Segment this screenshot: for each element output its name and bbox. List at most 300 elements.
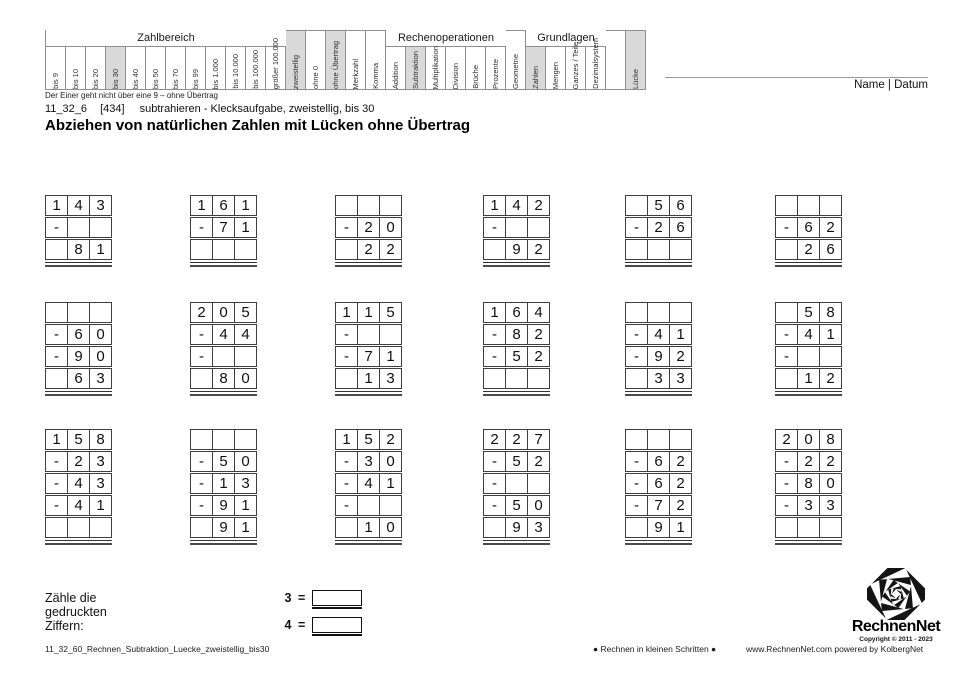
grid-row: [335, 324, 402, 345]
digit-cell: 1: [234, 217, 257, 238]
digit-cell: 2: [379, 239, 402, 260]
blank-cell[interactable]: [647, 239, 670, 260]
blank-cell[interactable]: [483, 239, 506, 260]
digit-cell: 1: [357, 302, 380, 323]
blank-cell[interactable]: [527, 368, 550, 389]
result-underline: [775, 391, 842, 396]
digit-cell: 8: [212, 368, 235, 389]
digit-cell: 3: [527, 517, 550, 538]
topic-group-grundlagen: [526, 30, 606, 90]
digit-cell: 6: [669, 195, 692, 216]
digit-cell: 0: [819, 473, 842, 494]
equals-sign: =: [298, 590, 306, 605]
topic-col-label: bis 70: [171, 68, 180, 89]
digit-cell: 5: [234, 302, 257, 323]
topic-col-label: bis 50: [151, 68, 160, 89]
blank-cell[interactable]: [625, 195, 648, 216]
blank-cell[interactable]: [357, 324, 380, 345]
digit-cell: 2: [819, 451, 842, 472]
digit-cell: 5: [379, 302, 402, 323]
operator-cell: -: [775, 324, 798, 345]
worksheet-id: 11_32_6: [45, 103, 88, 115]
grid-row: [190, 473, 257, 494]
blank-cell[interactable]: [797, 195, 820, 216]
topic-col-multiplikation: [426, 47, 446, 90]
grid-row: [190, 195, 257, 216]
digit-cell: 2: [775, 429, 798, 450]
topic-col-label: Division: [451, 62, 460, 89]
grid-row: [775, 302, 842, 323]
operator-cell: -: [483, 217, 506, 238]
blank-cell[interactable]: [625, 302, 648, 323]
operator-cell: -: [625, 217, 648, 238]
digit-cell: 5: [505, 495, 528, 516]
blank-cell[interactable]: [212, 346, 235, 367]
digit-cell: 6: [67, 324, 90, 345]
blank-cell[interactable]: [67, 217, 90, 238]
blank-cell[interactable]: [625, 239, 648, 260]
result-underline: [625, 391, 692, 396]
digit-cell: 3: [89, 195, 112, 216]
problem-grid: [335, 195, 402, 267]
blank-cell[interactable]: [797, 346, 820, 367]
problem-grid: [775, 195, 842, 267]
topic-col-label: Brüche: [471, 65, 480, 89]
digit-cell: 8: [797, 473, 820, 494]
digit-cell: 7: [212, 217, 235, 238]
topic-col-mengen: [546, 47, 566, 90]
digit-cell: 2: [669, 346, 692, 367]
blank-cell[interactable]: [669, 239, 692, 260]
problem-grid: [190, 429, 257, 545]
grid-row: [335, 473, 402, 494]
problem-grid: [775, 302, 842, 396]
result-underline: [335, 540, 402, 545]
blank-cell[interactable]: [669, 429, 692, 450]
logo-copyright: Copyright © 2011 - 2023: [859, 636, 933, 643]
blank-cell[interactable]: [379, 495, 402, 516]
grid-row: [335, 302, 402, 323]
footer-slogan: ● Rechnen in kleinen Schritten ●: [593, 644, 717, 654]
grid-row: [775, 517, 842, 538]
operator-cell: -: [625, 346, 648, 367]
blank-cell[interactable]: [45, 302, 68, 323]
blank-cell[interactable]: [775, 368, 798, 389]
blank-cell[interactable]: [67, 302, 90, 323]
digit-cell: 0: [234, 368, 257, 389]
blank-cell[interactable]: [505, 217, 528, 238]
blank-cell[interactable]: [234, 239, 257, 260]
digit-cell: 1: [669, 324, 692, 345]
result-underline: [625, 262, 692, 267]
grid-row: [45, 473, 112, 494]
blank-cell[interactable]: [483, 368, 506, 389]
digit-cell: 6: [647, 451, 670, 472]
grid-row: [45, 239, 112, 260]
digit-cell: 5: [505, 451, 528, 472]
blank-cell[interactable]: [647, 429, 670, 450]
blank-cell[interactable]: [67, 517, 90, 538]
operator-cell: -: [483, 324, 506, 345]
topic-col-label: Multiplikation: [431, 45, 440, 89]
blank-cell[interactable]: [335, 368, 358, 389]
grid-row: [483, 302, 550, 323]
topic-col-label: Merkzahl: [351, 58, 360, 89]
result-underline: [335, 391, 402, 396]
grid-row: [483, 346, 550, 367]
operator-cell: -: [190, 495, 213, 516]
operator-cell: -: [335, 346, 358, 367]
digit-cell: 1: [357, 368, 380, 389]
topic-col-blank: [606, 30, 626, 90]
digit-cell: 2: [797, 451, 820, 472]
result-underline: [335, 262, 402, 267]
result-underline: [190, 262, 257, 267]
digit-cell: 5: [797, 302, 820, 323]
digit-cell: 1: [45, 195, 68, 216]
count-input-4[interactable]: [312, 617, 362, 633]
grid-row: [775, 195, 842, 216]
digit-cell: 3: [669, 368, 692, 389]
grid-row: [483, 368, 550, 389]
grid-row: [775, 324, 842, 345]
blank-cell[interactable]: [775, 239, 798, 260]
topic-col-label: Prozente: [491, 58, 500, 89]
topic-col-label: bis 30: [111, 68, 120, 89]
count-input-3[interactable]: [312, 590, 362, 606]
grid-row: [775, 473, 842, 494]
problem-grid: [45, 195, 112, 267]
blank-cell[interactable]: [45, 368, 68, 389]
grid-row: [625, 429, 692, 450]
digit-cell: 2: [527, 195, 550, 216]
problem-grid: [190, 195, 257, 267]
blank-cell[interactable]: [89, 217, 112, 238]
blank-cell[interactable]: [819, 195, 842, 216]
grid-row: [335, 429, 402, 450]
blank-cell[interactable]: [234, 429, 257, 450]
grid-row: [625, 473, 692, 494]
digit-cell: 4: [505, 195, 528, 216]
blank-cell[interactable]: [483, 517, 506, 538]
digit-cell: 1: [483, 302, 506, 323]
result-underline: [775, 540, 842, 545]
count-task-rows: [283, 588, 362, 642]
digit-cell: 0: [797, 429, 820, 450]
digit-cell: 6: [67, 368, 90, 389]
problem-grid: [45, 429, 112, 545]
topic-col-label: bis 10.000: [231, 54, 240, 89]
problem-grid: [483, 195, 550, 267]
blank-cell[interactable]: [669, 302, 692, 323]
grid-row: [45, 346, 112, 367]
operator-cell: -: [45, 346, 68, 367]
digit-cell: 2: [669, 473, 692, 494]
digit-cell: 2: [669, 451, 692, 472]
blank-cell[interactable]: [45, 239, 68, 260]
blank-cell[interactable]: [625, 429, 648, 450]
digit-cell: 1: [89, 495, 112, 516]
digit-cell: 3: [647, 368, 670, 389]
digit-cell: 6: [819, 239, 842, 260]
grid-row: [625, 368, 692, 389]
digit-cell: 9: [67, 346, 90, 367]
operator-cell: -: [190, 217, 213, 238]
blank-cell[interactable]: [379, 324, 402, 345]
topic-col-bis-30: [106, 47, 126, 90]
topic-col-label: bis 1.000: [211, 58, 220, 89]
topic-col-label: Subtraktion: [411, 51, 420, 89]
digit-cell: 3: [797, 495, 820, 516]
blank-cell[interactable]: [190, 368, 213, 389]
topic-col-größer-100-000: [266, 37, 286, 90]
topic-col-label: Lücke: [631, 68, 640, 89]
grid-row: [45, 495, 112, 516]
topic-group-rechenoperationen: [386, 30, 506, 90]
digit-cell: 2: [379, 429, 402, 450]
topic-col-brüche: [466, 47, 486, 90]
digit-cell: 3: [89, 451, 112, 472]
count-task-label: Zähle die gedruckten Ziffern:: [45, 591, 107, 633]
operator-cell: -: [775, 217, 798, 238]
digit-cell: 1: [234, 495, 257, 516]
operator-cell: -: [625, 451, 648, 472]
digit-cell: 9: [212, 495, 235, 516]
blank-cell[interactable]: [45, 517, 68, 538]
operator-cell: -: [190, 324, 213, 345]
digit-cell: 5: [505, 346, 528, 367]
digit-cell: 2: [67, 451, 90, 472]
grid-row: [483, 495, 550, 516]
topic-col-bis-20: [86, 47, 106, 90]
digit-cell: 1: [212, 473, 235, 494]
rule-note: Der Einer geht nicht über eine 9 – ohne Übertrag: [45, 91, 218, 100]
topic-col-bis-99: [186, 47, 206, 90]
topic-col-bis-10: [66, 47, 86, 90]
grid-row: [625, 239, 692, 260]
grid-row: [775, 451, 842, 472]
grid-row: [190, 368, 257, 389]
grid-row: [190, 239, 257, 260]
blank-cell[interactable]: [212, 239, 235, 260]
operator-cell: -: [775, 451, 798, 472]
digit-cell: 4: [212, 324, 235, 345]
grid-row: [335, 368, 402, 389]
blank-cell[interactable]: [775, 302, 798, 323]
topic-col-label: bis 100.000: [251, 50, 260, 89]
grid-row: [45, 451, 112, 472]
topic-col-bis-1-000: [206, 47, 226, 90]
blank-cell[interactable]: [234, 346, 257, 367]
operator-cell: -: [483, 451, 506, 472]
grid-row: [775, 495, 842, 516]
grid-row: [483, 324, 550, 345]
digit-cell: 4: [67, 495, 90, 516]
digit-cell: 1: [190, 195, 213, 216]
operator-cell: -: [45, 217, 68, 238]
topic-group-zahlbereich: [46, 30, 286, 90]
digit-cell: 0: [212, 302, 235, 323]
digit-cell: 1: [335, 302, 358, 323]
topic-group-title: Rechenoperationen: [386, 30, 506, 47]
grid-row: [625, 346, 692, 367]
grid-row: [775, 368, 842, 389]
grid-row: [483, 473, 550, 494]
result-underline: [483, 262, 550, 267]
equals-sign: =: [298, 617, 306, 632]
blank-cell[interactable]: [89, 517, 112, 538]
digit-cell: 1: [234, 517, 257, 538]
topic-col-bis-9: [46, 47, 66, 90]
topic-col-label: Zahlen: [531, 66, 540, 89]
topic-col-division: [446, 47, 466, 90]
digit-cell: 9: [505, 239, 528, 260]
operator-cell: -: [335, 451, 358, 472]
topic-col-label: Geometrie: [511, 53, 520, 89]
digit-cell: 4: [527, 302, 550, 323]
topic-col-zahlen: [526, 47, 546, 90]
blank-cell[interactable]: [797, 517, 820, 538]
digit-cell: 6: [212, 195, 235, 216]
blank-cell[interactable]: [212, 429, 235, 450]
grid-row: [45, 324, 112, 345]
topic-col-label: bis 99: [191, 68, 200, 89]
count-row: [283, 588, 362, 607]
operator-cell: -: [45, 473, 68, 494]
grid-row: [335, 451, 402, 472]
problem-grid: [335, 302, 402, 396]
worksheet-ref: [434]: [100, 103, 125, 115]
blank-cell[interactable]: [335, 239, 358, 260]
digit-cell: 4: [357, 473, 380, 494]
blank-cell[interactable]: [647, 302, 670, 323]
topic-col-addition: [386, 47, 406, 90]
blank-cell[interactable]: [625, 368, 648, 389]
digit-cell: 2: [483, 429, 506, 450]
digit-cell: 1: [819, 324, 842, 345]
blank-cell[interactable]: [819, 517, 842, 538]
topic-col-bis-70: [166, 47, 186, 90]
digit-cell: 9: [647, 517, 670, 538]
digit-cell: 0: [379, 451, 402, 472]
result-underline: [775, 262, 842, 267]
digit-cell: 7: [357, 346, 380, 367]
grid-row: [335, 495, 402, 516]
topic-col-label: bis 20: [91, 68, 100, 89]
digit-cell: 0: [89, 324, 112, 345]
worksheet-subtitle: subtrahieren - Klecksaufgabe, zweistellig, bis 30: [139, 103, 375, 115]
operator-cell: -: [190, 451, 213, 472]
grid-row: [625, 451, 692, 472]
digit-cell: 3: [357, 451, 380, 472]
operator-cell: -: [625, 324, 648, 345]
digit-cell: 3: [89, 473, 112, 494]
digit-cell: 1: [45, 429, 68, 450]
topic-col-label: größer 100.000: [271, 37, 280, 89]
blank-cell[interactable]: [527, 473, 550, 494]
problem-grid: [625, 429, 692, 545]
operator-cell: -: [775, 346, 798, 367]
grid-row: [45, 368, 112, 389]
blank-cell[interactable]: [775, 195, 798, 216]
operator-cell: -: [45, 451, 68, 472]
topic-col-label: bis 9: [51, 73, 60, 89]
worksheet-id-line: [45, 103, 374, 115]
digit-cell: 2: [527, 239, 550, 260]
operator-cell: -: [190, 473, 213, 494]
topic-col-ganzes-teile: [566, 41, 586, 90]
blank-cell[interactable]: [190, 239, 213, 260]
digit-cell: 2: [190, 302, 213, 323]
digit-cell: 1: [669, 517, 692, 538]
digit-cell: 5: [67, 429, 90, 450]
digit-cell: 8: [505, 324, 528, 345]
topic-col-komma: [366, 30, 386, 90]
name-datum-label: Name | Datum: [854, 79, 928, 91]
operator-cell: -: [483, 473, 506, 494]
grid-row: [335, 217, 402, 238]
operator-cell: -: [483, 346, 506, 367]
digit-cell: 2: [505, 429, 528, 450]
digit-cell: 6: [797, 217, 820, 238]
digit-cell: 0: [379, 217, 402, 238]
digit-cell: 2: [527, 451, 550, 472]
blank-cell[interactable]: [89, 302, 112, 323]
topic-col-bis-40: [126, 47, 146, 90]
result-underline: [190, 391, 257, 396]
grid-row: [45, 302, 112, 323]
blank-cell[interactable]: [335, 195, 358, 216]
blank-cell[interactable]: [775, 517, 798, 538]
topic-col-label: Mengen: [551, 61, 560, 89]
digit-cell: 6: [669, 217, 692, 238]
digit-cell: 8: [89, 429, 112, 450]
blank-cell[interactable]: [190, 517, 213, 538]
blank-cell[interactable]: [819, 346, 842, 367]
digit-cell: 2: [527, 346, 550, 367]
grid-row: [625, 195, 692, 216]
grid-row: [190, 429, 257, 450]
topic-col-zweistellig: [286, 30, 306, 90]
digit-cell: 1: [89, 239, 112, 260]
digit-cell: 1: [797, 368, 820, 389]
grid-row: [625, 302, 692, 323]
topic-col-prozente: [486, 47, 506, 90]
operator-cell: -: [625, 495, 648, 516]
blank-cell[interactable]: [625, 517, 648, 538]
blank-cell[interactable]: [190, 429, 213, 450]
grid-row: [45, 429, 112, 450]
digit-cell: 2: [357, 239, 380, 260]
blank-cell[interactable]: [357, 195, 380, 216]
digit-cell: 3: [89, 368, 112, 389]
blank-cell[interactable]: [527, 217, 550, 238]
topic-col-bis-50: [146, 47, 166, 90]
digit-cell: 9: [505, 517, 528, 538]
blank-cell[interactable]: [505, 368, 528, 389]
problem-grid: [483, 302, 550, 396]
digit-cell: 9: [647, 346, 670, 367]
digit-cell: 8: [819, 429, 842, 450]
operator-cell: -: [775, 495, 798, 516]
blank-cell[interactable]: [505, 473, 528, 494]
blank-cell[interactable]: [335, 517, 358, 538]
blank-cell[interactable]: [379, 195, 402, 216]
grid-row: [483, 517, 550, 538]
grid-row: [775, 346, 842, 367]
result-underline: [483, 391, 550, 396]
blank-cell[interactable]: [357, 495, 380, 516]
